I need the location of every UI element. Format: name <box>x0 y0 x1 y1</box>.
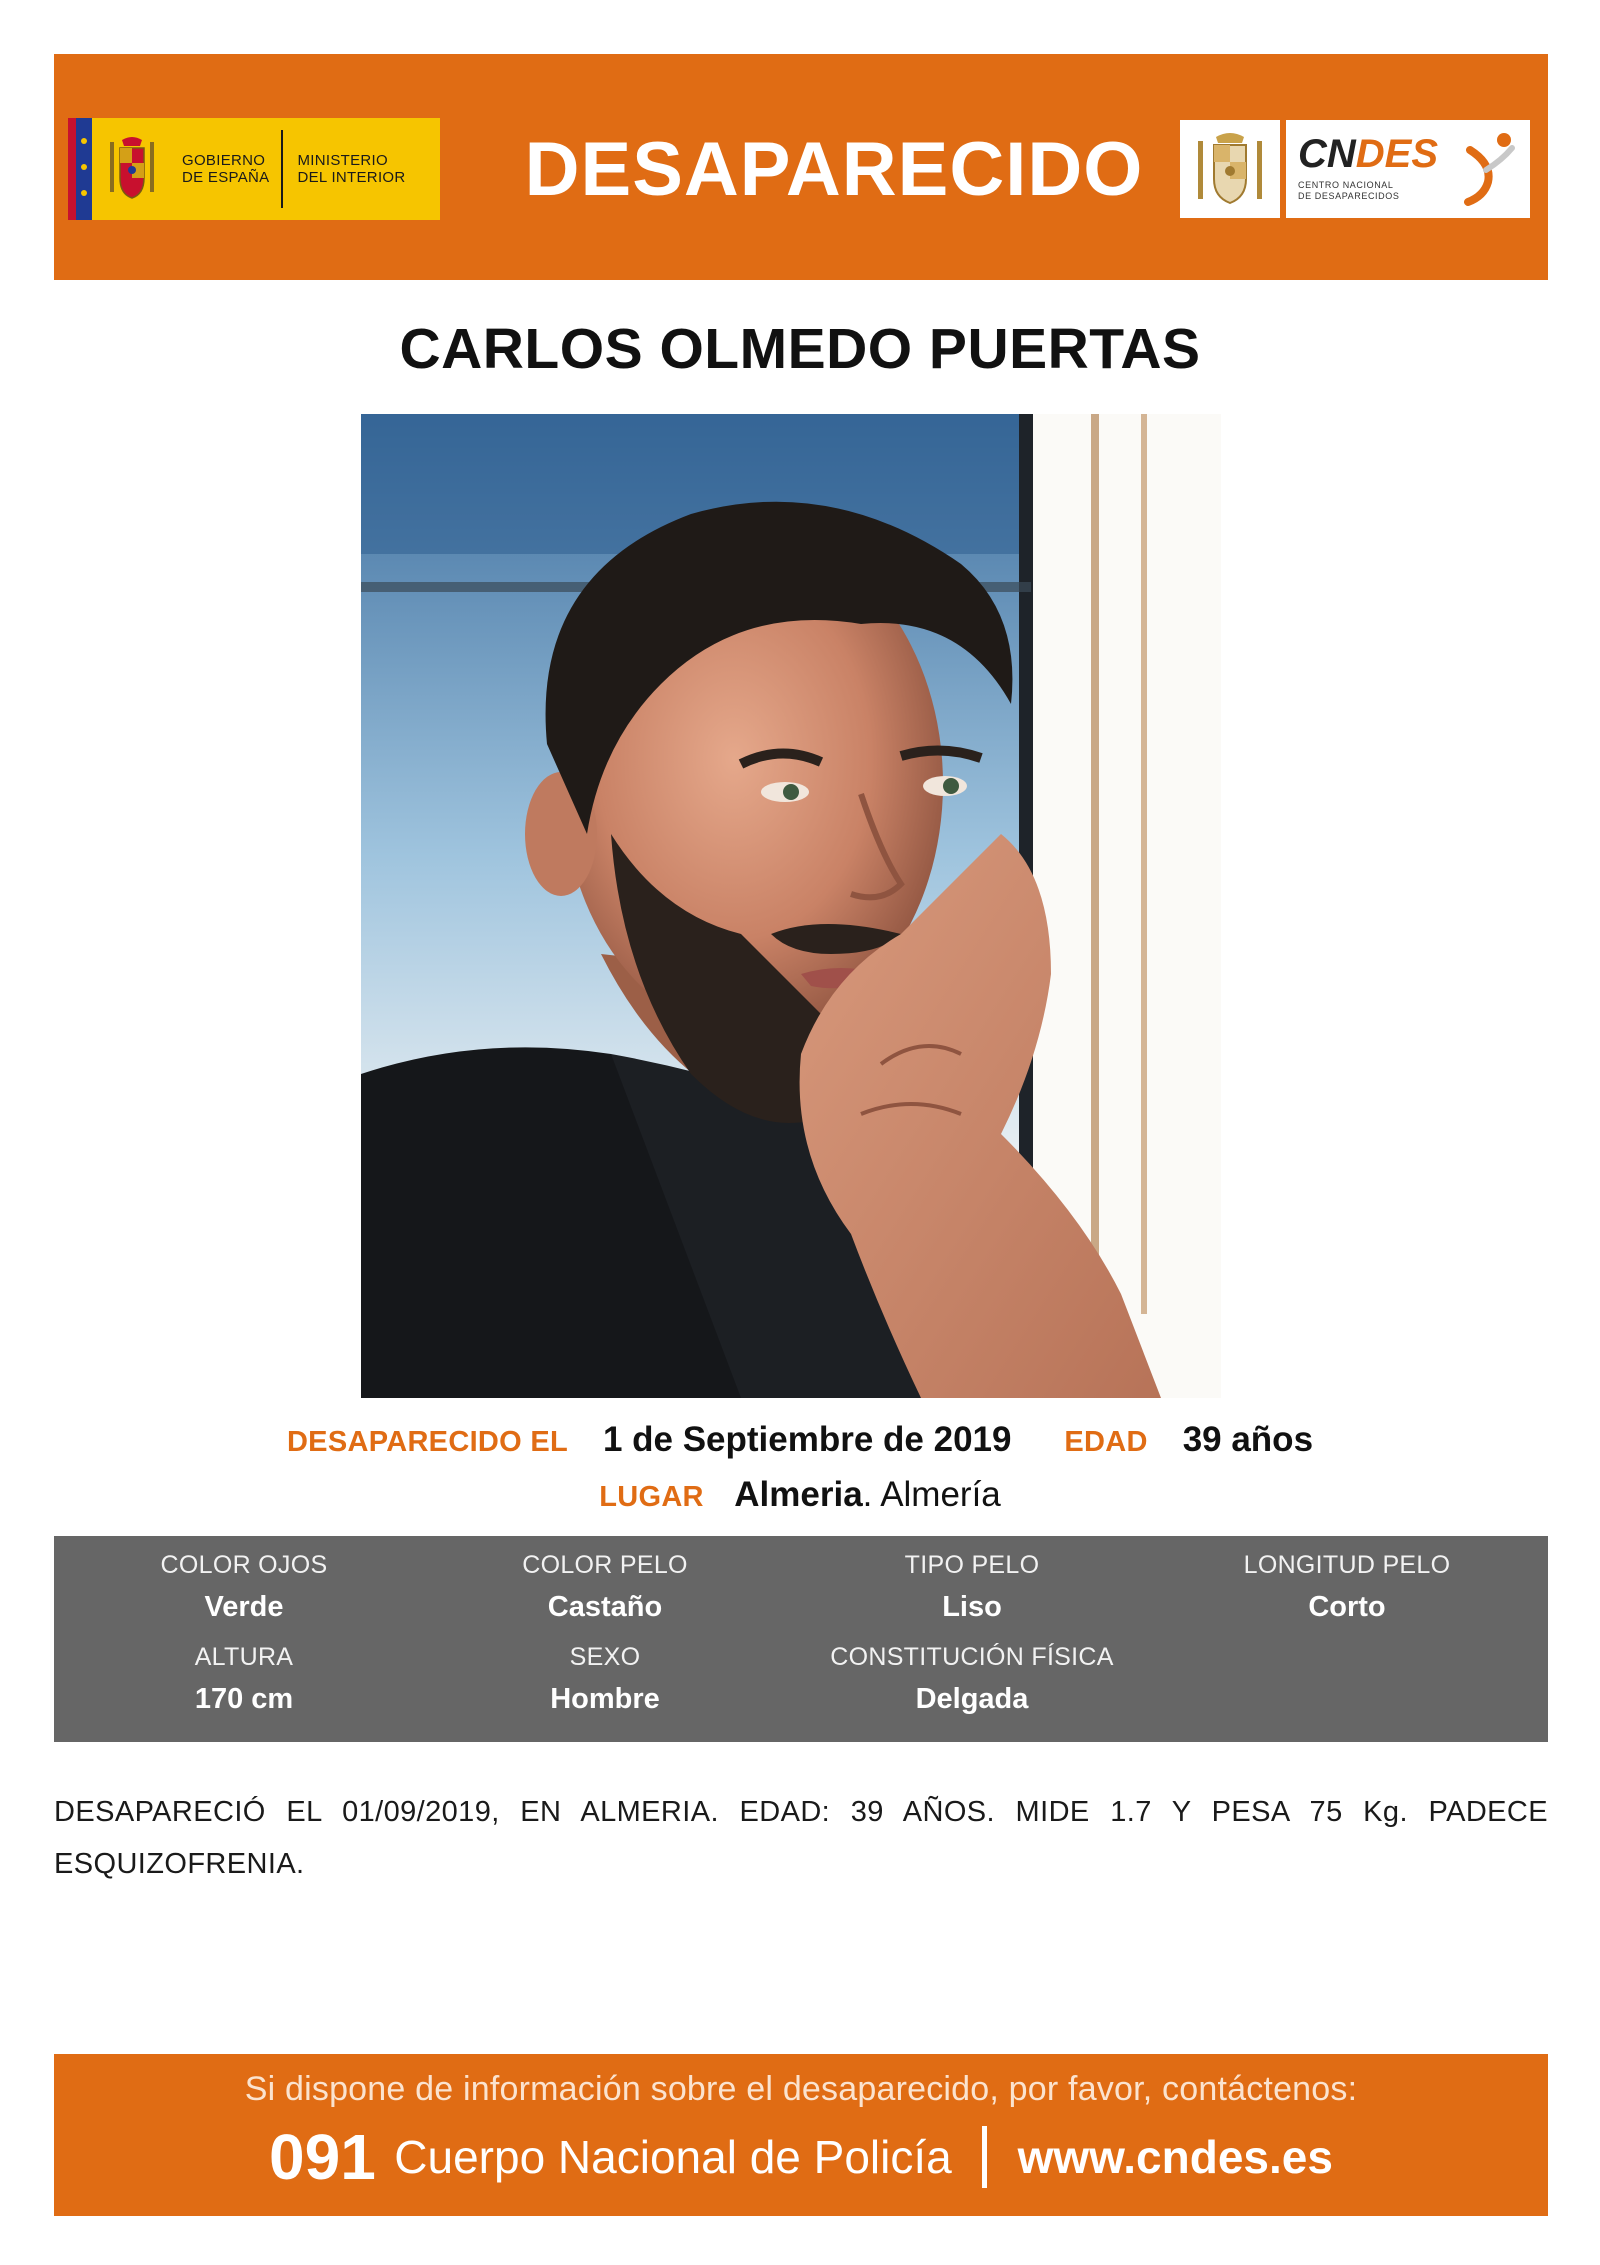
website-link[interactable]: www.cndes.es <box>1017 2131 1333 2183</box>
government-label: GOBIERNO DE ESPAÑA <box>182 152 270 186</box>
header-banner <box>54 54 1548 280</box>
flag-stripe <box>68 118 92 220</box>
ministry-label: MINISTERIO DEL INTERIOR <box>297 152 406 186</box>
missing-date-value: 1 de Septiembre de 2019 <box>602 1420 1012 1459</box>
trait-sex: SEXO Hombre <box>550 1643 660 1715</box>
person-photo <box>361 414 1221 1398</box>
police-name: Cuerpo Nacional de Policía <box>394 2131 952 2183</box>
coat-of-arms-icon <box>92 118 172 220</box>
cndes-brand: CNDES CENTRO NACIONAL DE DESAPARECIDOS <box>1286 120 1530 218</box>
trait-hair-length: LONGITUD PELO Corto <box>1243 1551 1451 1623</box>
place-province: . Almería <box>862 1475 1001 1514</box>
crest-icon <box>1180 120 1280 218</box>
running-figure-icon <box>1462 130 1522 206</box>
trait-hair-type: TIPO PELO Liso <box>904 1551 1040 1623</box>
trait-hair-color: COLOR PELO Castaño <box>522 1551 688 1623</box>
trait-eye-color: COLOR OJOS Verde <box>160 1551 328 1623</box>
separator <box>982 2126 987 2188</box>
characteristics-panel <box>54 1536 1548 1742</box>
contact-line <box>54 2120 1548 2194</box>
contact-intro: Si dispone de información sobre el desaparecido, por favor, contáctenos: <box>244 2070 1358 2108</box>
trait-build: CONSTITUCIÓN FÍSICA Delgada <box>830 1643 1114 1715</box>
missing-date-label: DESAPARECIDO EL <box>286 1426 569 1458</box>
trait-height: ALTURA 170 cm <box>194 1643 294 1715</box>
page-title: DESAPARECIDO <box>524 126 1144 212</box>
place-city: Almeria <box>734 1475 863 1514</box>
place-info-line <box>0 1475 1600 1515</box>
person-name: CARLOS OLMEDO PUERTAS <box>399 317 1201 381</box>
government-logo <box>68 118 440 220</box>
contact-footer <box>54 2054 1548 2216</box>
age-label: EDAD <box>1064 1426 1148 1458</box>
place-label: LUGAR <box>599 1481 704 1513</box>
age-value: 39 años <box>1182 1420 1314 1459</box>
case-description: DESAPARECIÓ EL 01/09/2019, EN ALMERIA. EDAD: 39 AÑOS. MIDE 1.7 Y PESA 75 Kg. PADECE ESQUIZOFRENIA. <box>54 1796 1548 1880</box>
cndes-logo <box>1180 120 1530 218</box>
phone-number[interactable]: 091 <box>269 2121 376 2193</box>
missing-info-line <box>0 1420 1600 1460</box>
